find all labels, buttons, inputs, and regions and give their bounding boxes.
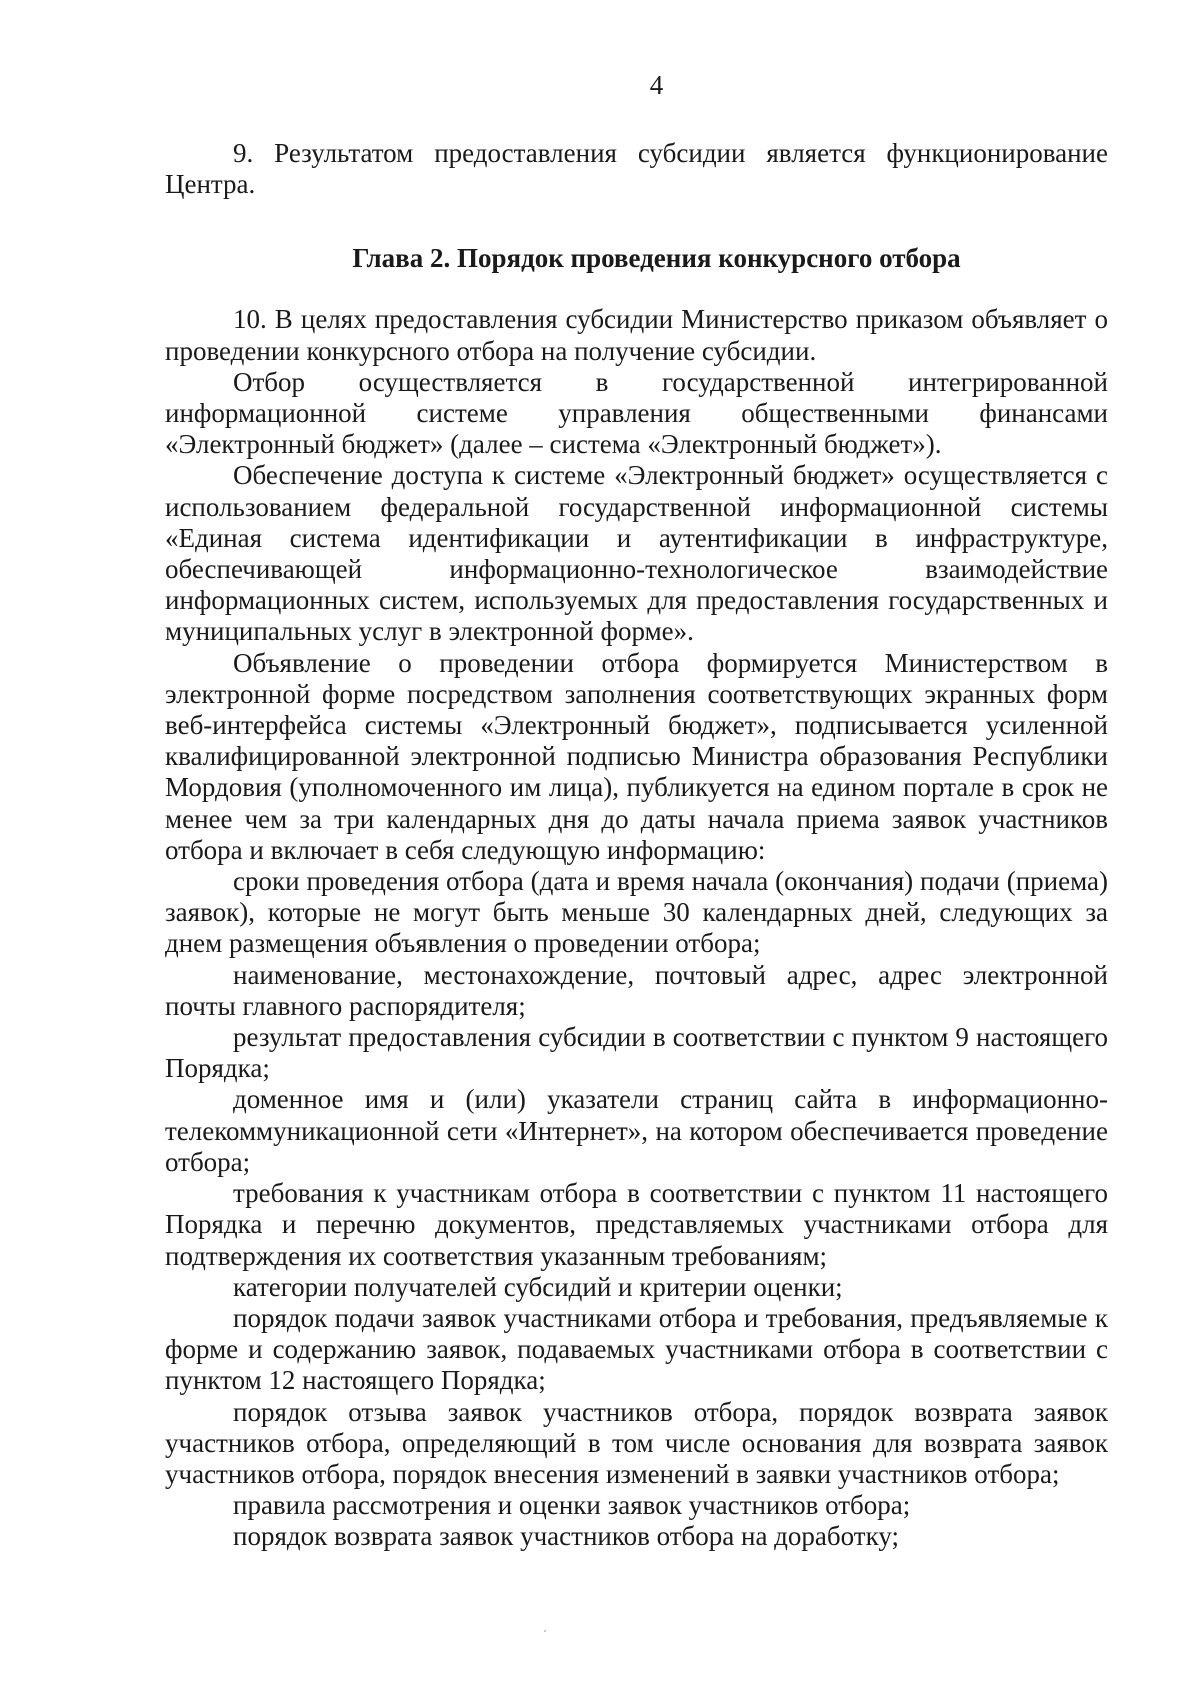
list-item: требования к участникам отбора в соответствии с пунктом 11 настоящего Порядка и перечню документов, представляемых участниками отбора для подтверждения их соответствия указанным требованиям; <box>165 1178 1108 1271</box>
clause-10-paragraph: 10. В целях предоставления субсидии Министерство приказом объявляет о проведении конкурсного отбора на получение субсидии. <box>165 304 1108 366</box>
list-item: результат предоставления субсидии в соответствии с пунктом 9 настоящего Порядка; <box>165 1022 1108 1084</box>
chapter-heading: Глава 2. Порядок проведения конкурсного отбора <box>352 243 961 274</box>
list-item: правила рассмотрения и оценки заявок участников отбора; <box>233 1490 911 1521</box>
list-item: порядок возврата заявок участников отбора на доработку; <box>233 1521 899 1552</box>
access-paragraph: Обеспечение доступа к системе «Электронный бюджет» осуществляется с использованием федеральной государственной информационной системы «Единая система идентификации и аутентификации в инфраструктуре, обеспечивающей информационно-технологическое взаимодействие информационных систем, используемых для предоставления государственных и муниципальных услуг в электронной форме». <box>165 460 1108 647</box>
selection-system-paragraph: Отбор осуществляется в государственной интегрированной информационной системе управления общественными финансами «Электронный бюджет» (далее – система «Электронный бюджет»). <box>165 366 1108 460</box>
scan-speck <box>544 1630 546 1632</box>
announcement-paragraph: Объявление о проведении отбора формируется Министерством в электронной форме посредством заполнения соответствующих экранных форм веб-интерфейса системы «Электронный бюджет», подписывается усиленной квалифицированной электронной подписью Министра образования Республики Мордовия (уполномоченного им лица), публикуется на едином портале в срок не менее чем за три календарных дня до даты начала приема заявок участников отбора и включает в себя следующую информацию: <box>165 647 1108 865</box>
page-number: 4 <box>649 70 664 100</box>
list-item: категории получателей субсидий и критерии оценки; <box>233 1271 843 1302</box>
clause-9-paragraph: 9. Результатом предоставления субсидии является функционирование Центра. <box>165 138 1108 200</box>
list-item: сроки проведения отбора (дата и время начала (окончания) подачи (приема) заявок), которые не могут быть меньше 30 календарных дней, следующих за днем размещения объявления о проведении отбора; <box>165 866 1108 959</box>
list-item: наименование, местонахождение, почтовый адрес, адрес электронной почты главного распорядителя; <box>165 959 1108 1021</box>
announcement-info-list <box>165 866 1108 1552</box>
list-item: доменное имя и (или) указатели страниц сайта в информационно-телекоммуникационной сети «Интернет», на котором обеспечивается проведение отбора; <box>165 1084 1108 1177</box>
list-item: порядок отзыва заявок участников отбора, порядок возврата заявок участников отбора, определяющий в том числе основания для возврата заявок участников отбора, порядок внесения изменений в заявки участников отбора; <box>165 1396 1108 1489</box>
list-item: порядок подачи заявок участниками отбора и требования, предъявляемые к форме и содержанию заявок, подаваемых участниками отбора в соответствии с пунктом 12 настоящего Порядка; <box>165 1302 1108 1396</box>
